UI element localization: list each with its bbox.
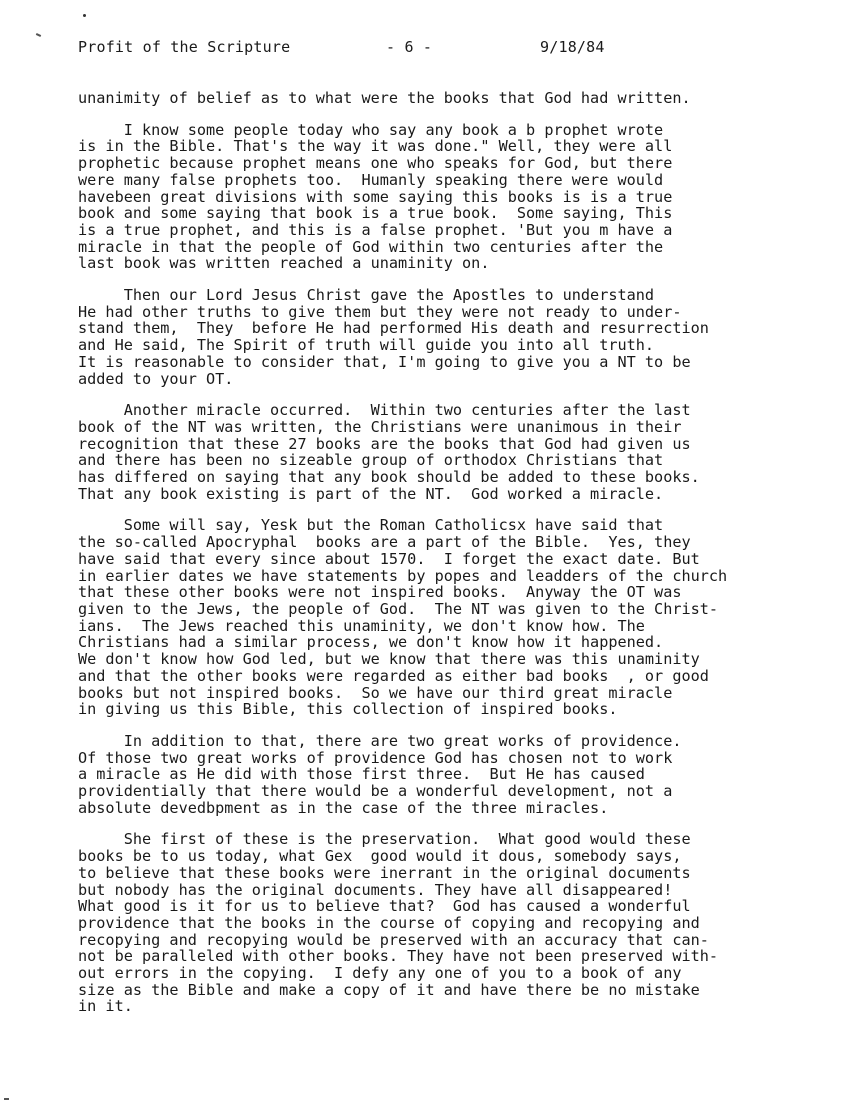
text-line: recopying and recopying would be preserved with an accuracy that can-: [78, 930, 709, 949]
text-line: out errors in the copying. I defy any one of you to a book of any: [78, 964, 682, 983]
paragraph: [78, 90, 798, 107]
text-line: size as the Bible and make a copy of it and have there be no mistake: [78, 980, 700, 999]
paragraph: [78, 287, 798, 387]
text-line: books be to us today, what Gex good would it dous, somebody says,: [78, 847, 682, 866]
text-line: to believe that these books were inerrant in the original documents: [78, 863, 691, 882]
text-line: recognition that these 27 books are the books that God had given us: [78, 434, 691, 453]
text-line: is a true prophet, and this is a false prophet. 'But you m have a: [78, 220, 673, 239]
text-line: in it.: [78, 997, 133, 1016]
header-page-number: - 6 -: [386, 38, 433, 56]
text-line: What good is it for us to believe that? God has caused a wonderful: [78, 897, 691, 916]
text-line: book of the NT was written, the Christians were unanimous in their: [78, 417, 682, 436]
text-line: in earlier dates we have statements by popes and leadders of the church: [78, 566, 728, 585]
text-line: that these other books were not inspired books. Anyway the OT was: [78, 583, 682, 602]
text-line: and that the other books were regarded as either bad books , or good: [78, 666, 709, 685]
header-title: Profit of the Scripture: [78, 38, 291, 56]
text-line: Of those two great works of providence God has chosen not to work: [78, 748, 673, 767]
text-line: last book was written reached a unaminity on.: [78, 254, 490, 273]
text-line: Some will say, Yesk but the Roman Catholicsx have said that: [78, 516, 664, 535]
header-date: 9/18/84: [540, 38, 605, 56]
text-line: He had other truths to give them but they were not ready to under-: [78, 302, 682, 321]
stray-mark: [36, 33, 41, 37]
text-line: It is reasonable to consider that, I'm going to give you a NT to be: [78, 352, 691, 371]
paragraph: [78, 402, 798, 502]
text-line: the so-called Apocryphal books are a part of the Bible. Yes, they: [78, 533, 691, 552]
text-line: given to the Jews, the people of God. The NT was given to the Christ-: [78, 599, 719, 618]
text-line: ians. The Jews reached this unaminity, we don't know how. The: [78, 616, 645, 635]
text-line: Then our Lord Jesus Christ gave the Apostles to understand: [78, 286, 655, 305]
text-line: absolute devedbpment as in the case of the three miracles.: [78, 798, 609, 817]
text-line: stand them, They before He had performed His death and resurrection: [78, 319, 709, 338]
text-line: a miracle as He did with those first three. But He has caused: [78, 765, 645, 784]
page-header: [78, 38, 778, 58]
text-line: providentially that there would be a wonderful development, not a: [78, 782, 673, 801]
text-line: prophetic because prophet means one who speaks for God, but there: [78, 154, 673, 173]
paragraph: [78, 831, 798, 1015]
text-line: and there has been no sizeable group of orthodox Christians that: [78, 451, 664, 470]
text-line: added to your OT.: [78, 369, 234, 388]
text-line: in giving us this Bible, this collection of inspired books.: [78, 700, 618, 719]
paragraph: [78, 122, 798, 272]
text-line: books but not inspired books. So we have our third great miracle: [78, 683, 673, 702]
text-line: not be paralleled with other books. They have not been preserved with-: [78, 947, 719, 966]
text-line: Christians had a similar process, we don't know how it happened.: [78, 633, 664, 652]
text-line: and He said, The Spirit of truth will guide you into all truth.: [78, 336, 655, 355]
text-line: has differed on saying that any book should be added to these books.: [78, 468, 700, 487]
text-line: have said that every since about 1570. I forget the exact date. But: [78, 549, 700, 568]
text-line: Another miracle occurred. Within two centuries after the last: [78, 401, 691, 420]
document-body: [78, 90, 798, 1030]
text-line: She first of these is the preservation. What good would these: [78, 830, 691, 849]
text-line: We don't know how God led, but we know that there was this unaminity: [78, 650, 700, 669]
text-line: is in the Bible. That's the way it was done." Well, they were all: [78, 137, 673, 156]
text-line: providence that the books in the course of copying and recopying and: [78, 913, 700, 932]
text-line: havebeen great divisions with some saying this books is is a true: [78, 187, 673, 206]
text-line: but nobody has the original documents. They have all disappeared!: [78, 880, 673, 899]
text-line: That any book existing is part of the NT. God worked a miracle.: [78, 484, 664, 503]
text-line: book and some saying that book is a true book. Some saying, This: [78, 204, 673, 223]
text-line: unanimity of belief as to what were the books that God had written.: [78, 89, 691, 107]
paragraph: [78, 517, 798, 717]
paragraph: [78, 733, 798, 817]
text-line: were many false prophets too. Humanly speaking there were would: [78, 170, 664, 189]
text-line: In addition to that, there are two great works of providence.: [78, 731, 682, 750]
stray-mark: [4, 1098, 9, 1100]
text-line: I know some people today who say any book a b prophet wrote: [78, 120, 664, 139]
text-line: miracle in that the people of God within two centuries after the: [78, 237, 664, 256]
stray-mark: [83, 14, 86, 17]
